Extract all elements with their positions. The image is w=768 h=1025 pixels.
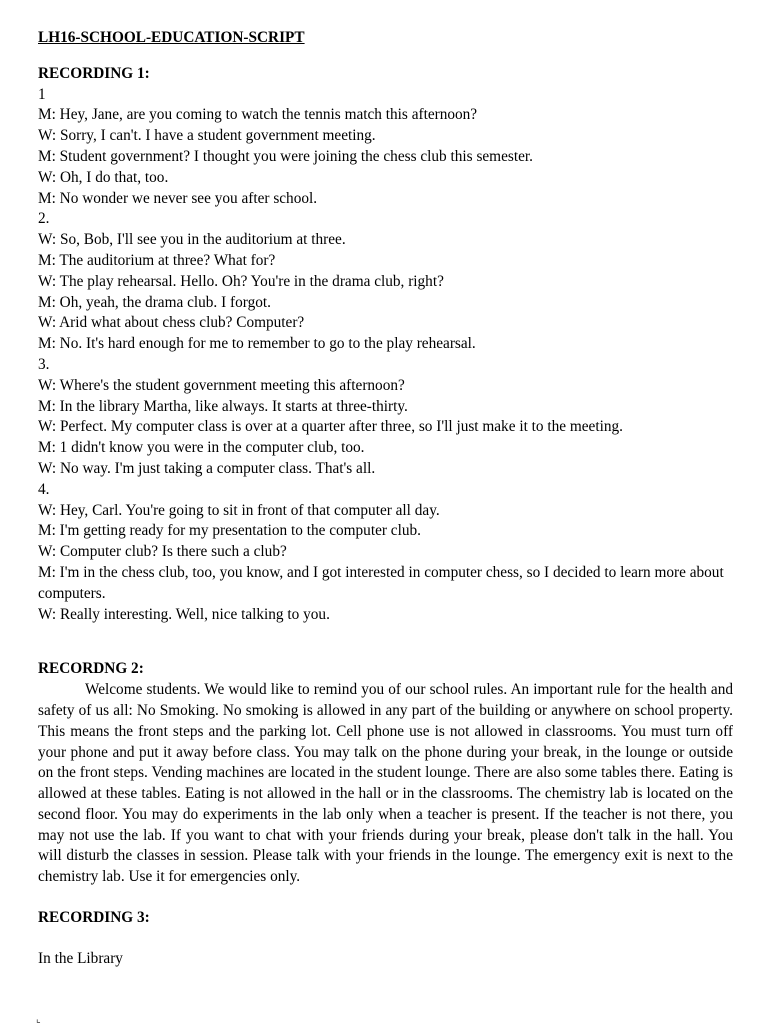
conversation-number: 1 <box>38 85 46 103</box>
conversation-2 <box>38 209 733 355</box>
dialogue-line: M: I'm getting ready for my presentation to the computer club. <box>38 522 421 540</box>
dialogue-line: W: The play rehearsal. Hello. Oh? You're in the drama club, right? <box>38 272 444 290</box>
document-title: LH16-SCHOOL-EDUCATION-SCRIPT <box>38 29 305 46</box>
conversation-number: 4. <box>38 480 50 498</box>
dialogue-line: M: The auditorium at three? What for? <box>38 251 276 269</box>
dialogue-line: W: So, Bob, I'll see you in the auditorium at three. <box>38 231 346 249</box>
conversation-1 <box>38 85 733 210</box>
dialogue-line: M: 1 didn't know you were in the computer club, too. <box>38 439 365 457</box>
dialogue-line: W: Where's the student government meeting this afternoon? <box>38 376 405 394</box>
recording-3-subheading: In the Library <box>38 949 123 967</box>
recording-1-section <box>38 64 733 626</box>
dialogue-line: W: Arid what about chess club? Computer? <box>38 314 305 332</box>
dialogue-line: M: Student government? I thought you were joining the chess club this semester. <box>38 147 533 165</box>
dialogue-line: W: Really interesting. Well, nice talking to you. <box>38 605 330 623</box>
recording-1-heading: RECORDING 1: <box>38 64 150 82</box>
recording-2-paragraph: Welcome students. We would like to remind you of our school rules. An important rule for the health and safety of us all: No Smoking. No smoking is allowed in any part of the building or anywhere on school property. This means the front steps and the parking lot. Cell phone use is not allowed in classrooms. You must turn off your phone and put it away before class. You may talk on the phone during your break, in the lounge or outside on the front steps. Vending machines are located in the student lounge. There are also some tables there. Eating is allowed at these tables. Eating is not allowed in the hall or in the classrooms. The chemistry lab is located on the second floor. You may do experiments in the lab only when a teacher is present. If the teacher is not there, you may not use the lab. If you want to chat with your friends during your break, please don't talk in the hall. You will disturb the classes in session. Please talk with your friends in the lounge. The emergency exit is next to the chemistry lab. Use it for emergencies only. <box>38 681 733 886</box>
recording-2-heading: RECORDNG 2: <box>38 660 144 678</box>
conversation-number: 2. <box>38 210 50 228</box>
dialogue-line: W: Hey, Carl. You're going to sit in front of that computer all day. <box>38 501 440 519</box>
dialogue-line: W: Computer club? Is there such a club? <box>38 543 287 561</box>
dialogue-line: W: No way. I'm just taking a computer class. That's all. <box>38 459 376 477</box>
conversation-4 <box>38 480 733 626</box>
dialogue-line: W: Perfect. My computer class is over at a quarter after three, so I'll just make it to the meeting. <box>38 418 623 436</box>
document-page <box>38 28 733 970</box>
recording-3-heading: RECORDING 3: <box>38 909 150 927</box>
dialogue-line: M: No wonder we never see you after school. <box>38 189 318 207</box>
dialogue-line: M: In the library Martha, like always. It starts at three-thirty. <box>38 397 408 415</box>
dialogue-line: M: No. It's hard enough for me to remember to go to the play rehearsal. <box>38 335 476 353</box>
dialogue-line: M: I'm in the chess club, too, you know, and I got interested in computer chess, so I decided to learn more about computers. <box>38 563 724 602</box>
dialogue-line: M: Oh, yeah, the drama club. I forgot. <box>38 293 271 311</box>
dialogue-line: M: Hey, Jane, are you coming to watch the tennis match this afternoon? <box>38 106 478 124</box>
scan-mark: ⌞ <box>36 1014 41 1025</box>
recording-3-section <box>38 908 733 970</box>
dialogue-line: W: Oh, I do that, too. <box>38 168 169 186</box>
conversation-3 <box>38 355 733 480</box>
dialogue-line: W: Sorry, I can't. I have a student government meeting. <box>38 127 376 145</box>
section-spacer <box>38 888 733 908</box>
section-spacer <box>38 625 733 659</box>
section-spacer <box>38 929 733 949</box>
conversation-number: 3. <box>38 355 50 373</box>
recording-2-section <box>38 659 733 888</box>
